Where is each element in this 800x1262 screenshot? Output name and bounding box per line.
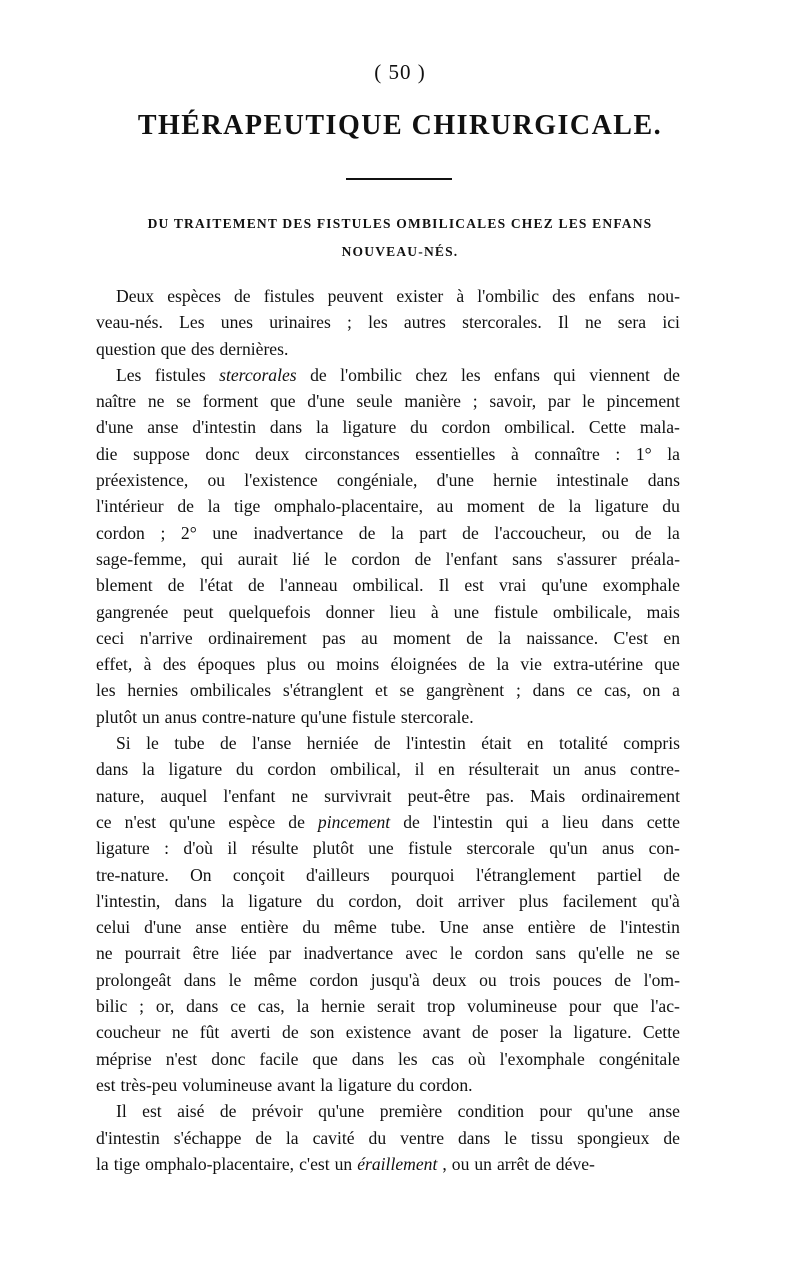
text-line: Deux espèces de fistules peuvent exister à l'ombilic des enfans nou- — [116, 286, 680, 306]
text-line: prolongeât dans le même cordon jusqu'à deux ou trois pouces de l'om- — [96, 969, 680, 990]
text-line: méprise n'est donc facile que dans les cas où l'exomphale congénitale — [96, 1048, 680, 1069]
text-line: d'une anse d'intestin dans la ligature du cordon ombilical. Cette mala- — [96, 417, 680, 438]
text-line: ce n'est qu'une espèce de pincement de l'intestin qui a lieu dans cette — [96, 811, 680, 832]
text-line: ceci n'arrive ordinairement pas au moment de la naissance. C'est en — [96, 627, 680, 648]
body-text — [96, 283, 680, 1177]
section-heading-line-1: DU TRAITEMENT DES FISTULES OMBILICALES CHEZ LES ENFANS — [147, 216, 653, 231]
text-line: l'intestin, dans la ligature du cordon, doit arriver plus facilement qu'à — [96, 890, 680, 911]
section-heading — [96, 210, 704, 266]
text-line: Si le tube de l'anse herniée de l'intestin était en totalité compris — [116, 733, 680, 754]
text-line: d'intestin s'échappe de la cavité du ventre dans le tissu spongieux de — [96, 1127, 680, 1148]
text-line: veau-nés. Les unes urinaires ; les autres stercorales. Il ne sera ici — [96, 312, 680, 333]
section-heading-line-2: NOUVEAU-NÉS. — [341, 244, 459, 259]
paragraph — [96, 283, 680, 362]
text-line: sage-femme, qui aurait lié le cordon de l'enfant sans s'assurer préala- — [96, 548, 680, 569]
text-line: est très-peu volumineuse avant la ligature du cordon. — [96, 1074, 473, 1095]
text-line: l'intérieur de la tige omphalo-placentaire, au moment de la ligature du — [96, 496, 680, 517]
text-line: effet, à des époques plus ou moins éloignées de la vie extra-utérine que — [96, 654, 680, 675]
text-line: gangrenée peut quelquefois donner lieu à une fistule ombilicale, mais — [96, 601, 680, 622]
text-line: Il est aisé de prévoir qu'une première condition pour qu'une anse — [116, 1101, 680, 1122]
text-line: préexistence, ou l'existence congéniale, d'une hernie intestinale dans — [96, 470, 680, 491]
text-line: plutôt un anus contre-nature qu'une fistule stercorale. — [96, 706, 474, 727]
text-line: celui d'une anse entière du même tube. Une anse entière de l'intestin — [96, 917, 680, 938]
text-line: nature, auquel l'enfant ne survivrait peut-être pas. Mais ordinairement — [96, 785, 680, 806]
chapter-title: THÉRAPEUTIQUE CHIRURGICALE. — [137, 110, 663, 141]
text-line: la tige omphalo-placentaire, c'est un éraillement , ou un arrêt de déve- — [96, 1153, 595, 1174]
text-line: bilic ; or, dans ce cas, la hernie serait trop volumineuse pour que l'ac- — [96, 996, 680, 1017]
title-divider-rule — [346, 178, 452, 180]
text-line: die suppose donc deux circonstances essentielles à connaître : 1° la — [96, 443, 680, 464]
text-line: question que des dernières. — [96, 338, 289, 359]
text-line: dans la ligature du cordon ombilical, il en résulterait un anus contre- — [96, 759, 680, 780]
text-line: blement de l'état de l'anneau ombilical. Il est vrai qu'une exomphale — [96, 575, 680, 596]
paragraph — [96, 362, 680, 730]
text-line: cordon ; 2° une inadvertance de la part de l'accoucheur, ou de la — [96, 522, 680, 543]
text-line: ligature : d'où il résulte plutôt une fistule stercorale qu'un anus con- — [96, 838, 680, 859]
paragraph — [96, 730, 680, 1098]
paragraph — [96, 1098, 680, 1177]
text-line: Les fistules stercorales de l'ombilic chez les enfans qui viennent de — [116, 364, 680, 385]
text-line: tre-nature. On conçoit d'ailleurs pourquoi l'étranglement partiel de — [96, 864, 680, 885]
text-line: coucheur ne fût averti de son existence avant de poser la ligature. Cette — [96, 1022, 680, 1043]
text-line: les hernies ombilicales s'étranglent et se gangrènent ; dans ce cas, on a — [96, 680, 680, 701]
page-number: ( 50 ) — [374, 60, 426, 84]
text-line: ne pourrait être liée par inadvertance avec le cordon sans qu'elle ne se — [96, 943, 680, 964]
text-line: naître ne se forment que d'une seule manière ; savoir, par le pincement — [96, 391, 680, 412]
